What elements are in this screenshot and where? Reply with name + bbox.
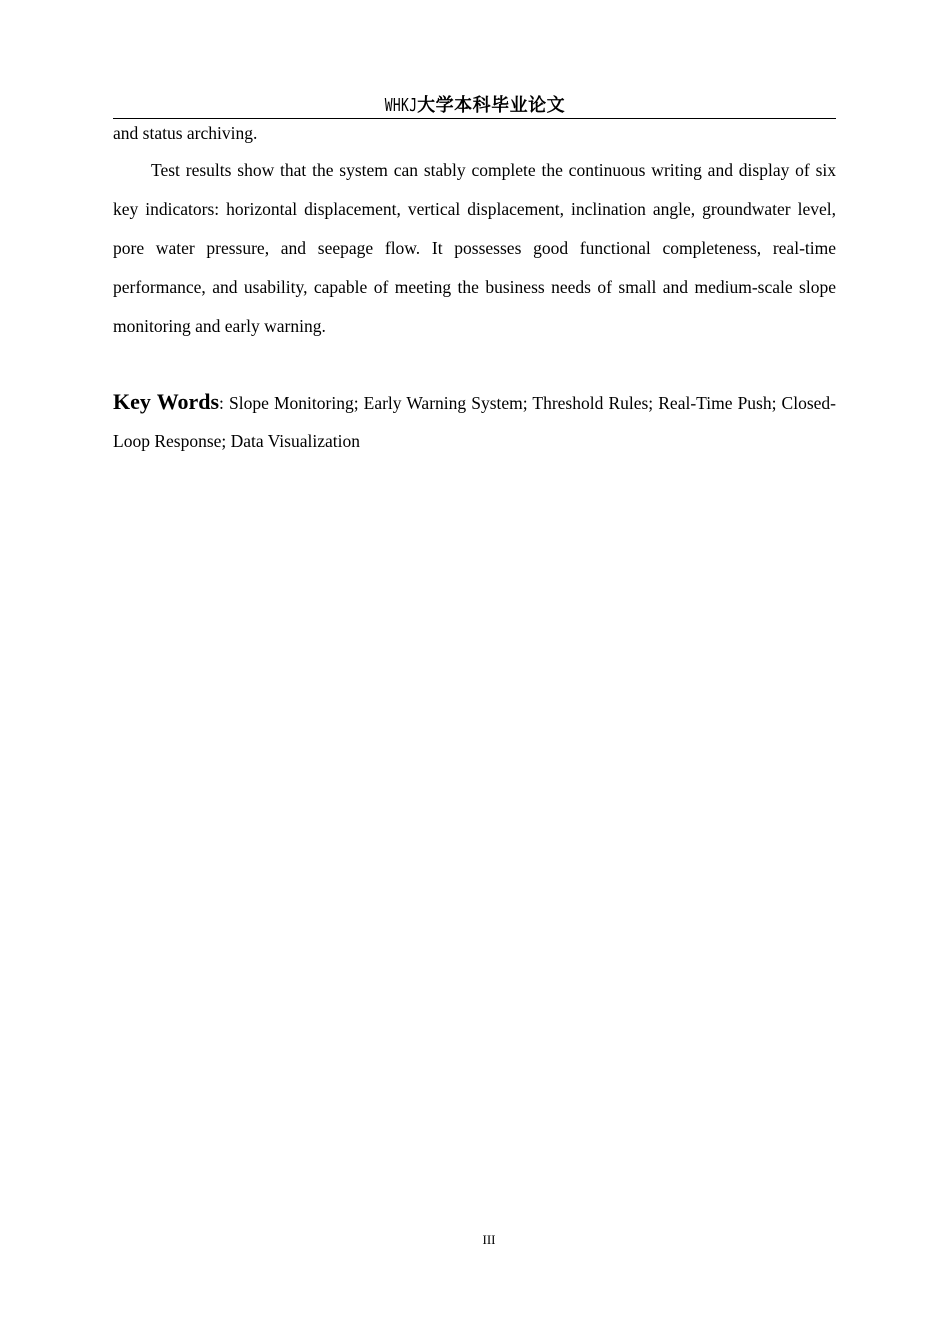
keywords-list: Slope Monitoring; Early Warning System; Threshold Rules; Real-Time Push; Closed-Loop Response; Data Visualization [113,393,837,451]
page-number: III [482,1232,496,1247]
keywords-label: Key Words [113,389,220,414]
header-thesis-type: 大学本科毕业论文 [417,95,566,116]
keywords-section [113,383,836,460]
header-university-code: WHKJ [384,95,418,116]
continued-paragraph: and status archiving. [113,123,258,143]
keywords-separator: : [219,393,224,413]
results-paragraph: Test results show that the system can stably complete the continuous writing and display of six key indicators: horizontal displacement, vertical displacement, inclination angle, groundwater level, pore water pressure, and seepage flow. It possesses good functional completeness, real-time performance, and usability, capable of meeting the business needs of small and medium-scale slope monitoring and early warning. [113,160,836,336]
